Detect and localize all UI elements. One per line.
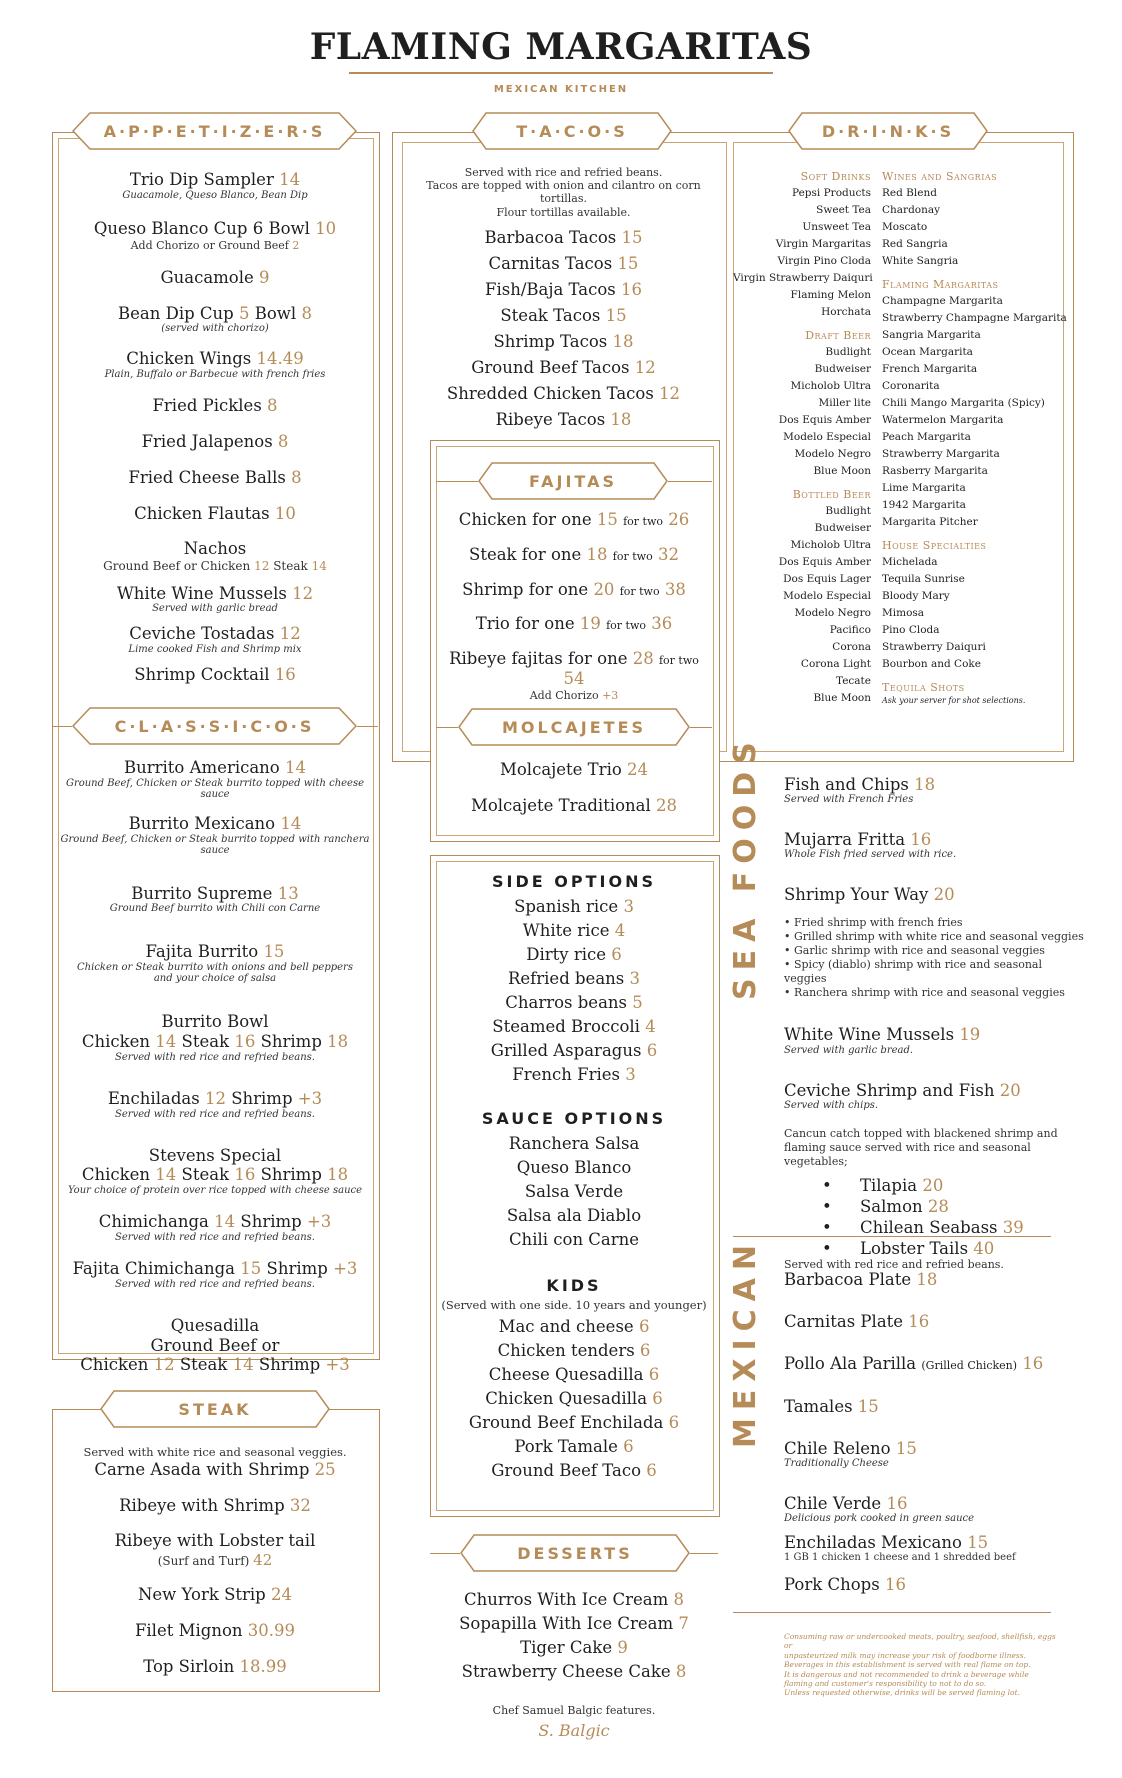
menu-item: Fish and Chips 18 Served with French Fries <box>784 775 936 806</box>
drink-item: Red Blend <box>882 187 937 199</box>
menu-item: Fish/Baja Tacos 16 <box>485 279 642 299</box>
menu-item: Steamed Broccoli 4 <box>492 1017 656 1036</box>
shrimp-ways-list <box>784 916 1084 1000</box>
clasicos-banner <box>72 707 357 745</box>
banner-line <box>52 726 72 727</box>
menu-item: Spanish rice 3 <box>514 897 634 916</box>
drink-item: Pacifico <box>829 624 871 636</box>
drink-item: Bourbon and Coke <box>882 658 981 670</box>
drinks-banner <box>788 112 988 150</box>
drink-item: Dos Equis Lager <box>783 573 871 585</box>
steak-title: STEAK <box>178 1399 252 1419</box>
drink-item: Moscato <box>882 221 928 233</box>
menu-item: Shrimp for one 20 for two 38 <box>462 579 686 599</box>
menu-item: Nachos Ground Beef or Chicken 12 Steak 14 <box>103 539 327 574</box>
menu-item: Burrito Americano 14 Ground Beef, Chicken or Steak burrito topped with cheese sauce <box>65 758 365 800</box>
menu-item: Ranchera Salsa <box>508 1134 640 1153</box>
menu-item: Fried Pickles 8 <box>152 396 278 416</box>
tacos-list <box>402 166 725 433</box>
mexican-list <box>784 1258 1084 1594</box>
menu-item: Chicken Quesadilla 6 <box>485 1388 663 1408</box>
drink-item: Unsweet Tea <box>802 221 871 233</box>
menu-item: Cheese Quesadilla 6 <box>488 1364 660 1384</box>
banner-line <box>668 481 712 482</box>
list-item: • Ranchera shrimp with rice and seasonal veggies <box>784 986 1065 1000</box>
drink-item: Ocean Margarita <box>882 346 973 358</box>
disclaimer-line: unpasteurized milk may increase your risk of foodborne illness. <box>784 1650 1026 1660</box>
banner-line <box>430 1553 460 1554</box>
drink-item: Tecate <box>836 675 871 687</box>
menu-item: White Wine Mussels 12 Served with garlic bread <box>116 583 314 615</box>
fajitas-list <box>436 510 712 702</box>
menu-item: Chicken Flautas 10 <box>134 503 296 523</box>
menu-item: Ceviche Shrimp and Fish 20 Served with chips. <box>784 1080 1021 1111</box>
drink-item: Virgin Pino Cloda <box>777 255 871 267</box>
menu-item: Queso Blanco <box>516 1158 632 1177</box>
menu-item: Pork Tamale 6 <box>514 1436 634 1456</box>
fajitas-title: FAJITAS <box>529 471 617 491</box>
menu-item: White rice 4 <box>522 921 626 940</box>
menu-item: Burrito Mexicano 14 Ground Beef, Chicken or Steak burrito topped with ranchera sauce <box>60 813 370 856</box>
menu-item: Chile Verde 16 Delicious pork cooked in green sauce <box>784 1493 975 1525</box>
bottled-beer-title: Bottled Beer <box>792 488 871 501</box>
drink-item: Dos Equis Amber <box>778 414 871 426</box>
menu-item: Steak Tacos 15 <box>500 305 627 325</box>
menu-item: Burrito Supreme 13 Ground Beef burrito with Chili con Carne <box>109 883 321 915</box>
wines-title: Wines and Sangrias <box>882 170 998 183</box>
menu-item: Churros With Ice Cream 8 <box>463 1590 685 1609</box>
menu-item: Barbacoa Tacos 15 <box>484 227 643 247</box>
drink-item: Strawberry Daiquri <box>882 641 986 653</box>
menu-item: Stevens Special Chicken 14 Steak 16 Shrimp 18 Your choice of protein over rice topped with cheese sauce <box>67 1145 363 1197</box>
seafood-vertical-title: SEA FOODS <box>728 734 763 1000</box>
banner-line <box>330 1409 358 1410</box>
clasicos-list <box>52 758 378 1375</box>
drink-item: Red Sangria <box>882 238 948 250</box>
tequila-shots-title: Tequila Shots <box>882 681 965 694</box>
cancun-note <box>784 1127 1084 1169</box>
menu-item: Chicken tenders 6 <box>497 1340 651 1360</box>
drink-item: Micholob Ultra <box>790 539 871 551</box>
seafood-list <box>784 776 1084 1259</box>
molcajetes-list <box>436 760 712 816</box>
desserts-banner <box>460 1534 690 1572</box>
drink-item: Sangria Margarita <box>882 329 981 341</box>
menu-item: Chicken Wings 14.49 Plain, Buffalo or Barbecue with french fries <box>104 349 326 381</box>
menu-item: Burrito Bowl Chicken 14 Steak 16 Shrimp 18 Served with red rice and refried beans. <box>81 1012 349 1063</box>
list-item: • Garlic shrimp with rice and seasonal veggies <box>784 944 1045 958</box>
soft-drinks-title: Soft Drinks <box>800 170 871 183</box>
drink-item: Modelo Especial <box>783 590 871 602</box>
title-underline <box>349 72 773 74</box>
appetizers-list <box>52 162 378 685</box>
menu-item: White Wine Mussels 19 Served with garlic bread. <box>784 1025 981 1056</box>
drink-item: Champagne Margarita <box>882 295 1003 307</box>
drink-item: Sweet Tea <box>816 204 871 216</box>
sauces-title: SAUCE OPTIONS <box>481 1109 667 1128</box>
menu-item: Ribeye Tacos 18 <box>495 409 632 429</box>
drink-item: Budweiser <box>814 363 871 375</box>
drink-item: Horchata <box>821 306 871 318</box>
menu-item: Mujarra Fritta 16 Whole Fish fried served with rice. <box>784 830 957 861</box>
menu-item: Ceviche Tostadas 12 Lime cooked Fish and Shrimp mix <box>128 624 302 656</box>
menu-item: Fried Jalapenos 8 <box>141 431 289 451</box>
menu-item: Bean Dip Cup 5 Bowl 8 (served with chorizo) <box>118 303 312 335</box>
drink-item: Micholob Ultra <box>790 380 871 392</box>
menu-item: Queso Blanco Cup 6 Bowl 10 Add Chorizo or Ground Beef 2 <box>93 218 337 252</box>
menu-item: Ribeye with Shrimp 32 <box>119 1495 311 1515</box>
chef-signature: S. Balgic <box>538 1721 610 1741</box>
drink-item: Pino Cloda <box>882 624 940 636</box>
disclaimer-line: Beverages in this establishment is served with real flame on top. <box>784 1660 1031 1670</box>
chef-note: Chef Samuel Balgic features. <box>492 1704 656 1717</box>
menu-item: Chile Releno 15 Traditionally Cheese <box>784 1438 917 1469</box>
menu-item: Refried beans 3 <box>507 969 641 988</box>
menu-item: Filet Mignon 30.99 <box>134 1620 296 1640</box>
menu-item: Carnitas Plate 16 <box>784 1312 930 1332</box>
menu-item: Molcajete Trio 24 <box>499 760 649 779</box>
disclaimer-line: Consuming raw or undercooked meats, poultry, seafood, shellfish, eggs or <box>784 1632 1056 1651</box>
drink-item: Blue Moon <box>813 465 871 477</box>
section-divider <box>733 1612 1051 1613</box>
drink-item: Budlight <box>825 505 871 517</box>
menu-item: Ground Beef Enchilada 6 <box>468 1412 680 1432</box>
menu-item: Shrimp Your Way 20 <box>784 885 955 905</box>
disclaimer-line: It is dangerous and not recommended to drink a beverage while <box>784 1669 1029 1679</box>
tequila-shots-note: Ask your server for shot selections. <box>882 696 1026 705</box>
menu-item: Chicken for one 15 for two 26 <box>458 510 690 529</box>
appetizers-banner <box>72 112 357 150</box>
drink-item: Margarita Pitcher <box>882 516 978 528</box>
menu-item: • Chilean Seabass 39 <box>822 1217 1024 1237</box>
kids-note: (Served with one side. 10 years and younger) <box>441 1298 707 1312</box>
menu-header <box>0 26 1122 95</box>
tacos-note: Served with rice and refried beans. <box>464 166 663 179</box>
drink-item: Pepsi Products <box>792 187 871 199</box>
drink-item: 1942 Margarita <box>882 499 966 511</box>
drink-item: Tequila Sunrise <box>882 573 965 585</box>
menu-item: Top Sirloin 18.99 <box>143 1656 287 1676</box>
tacos-note: Flour tortillas available. <box>496 205 631 219</box>
menu-item: Fajita Burrito 15 Chicken or Steak burrito with onions and bell peppers and your choice of salsa <box>77 942 353 985</box>
menu-item: Ribeye fajitas for one 28 for two 54 Add Chorizo +3 <box>449 649 699 702</box>
drink-item: Corona Light <box>800 658 871 670</box>
drink-item: Modelo Negro <box>794 448 871 460</box>
desserts-title: DESSERTS <box>517 1543 633 1563</box>
drink-item: Watermelon Margarita <box>882 414 1004 426</box>
drink-item: Mimosa <box>882 607 925 619</box>
menu-item: Enchiladas 12 Shrimp +3 Served with red rice and refried beans. <box>107 1088 323 1120</box>
menu-item: French Fries 3 <box>512 1065 636 1084</box>
tacos-note: Tacos are topped with onion and cilantro on corn tortillas. <box>426 179 701 206</box>
drink-item: Corona <box>832 641 871 653</box>
margaritas-title: Flaming Margaritas <box>882 278 999 291</box>
fajitas-banner <box>478 462 668 500</box>
list-item: • Spicy (diablo) shrimp with rice and seasonal veggies <box>784 958 1043 986</box>
tacos-banner <box>472 112 672 150</box>
cancun-line: Cancun catch topped with blackened shrimp and <box>784 1126 1058 1140</box>
menu-item: Tamales 15 <box>784 1396 879 1416</box>
drink-item: Virgin Strawberry Daiquri <box>733 272 873 284</box>
draft-beer-title: Draft Beer <box>805 329 871 342</box>
drink-item: Budlight <box>825 346 871 358</box>
drink-item: Flaming Melon <box>790 289 871 301</box>
menu-item: Fried Cheese Balls 8 <box>128 467 302 487</box>
menu-item: Ribeye with Lobster tail (Surf and Turf) 42 <box>114 1531 316 1570</box>
banner-line <box>72 1409 100 1410</box>
drinks-title: D·R·I·N·K·S <box>821 121 955 141</box>
drink-item: Modelo Especial <box>783 431 871 443</box>
menu-item: Pollo Ala Parilla (Grilled Chicken) 16 <box>784 1354 1044 1374</box>
menu-item: Steak for one 18 for two 32 <box>469 544 679 564</box>
drink-item: White Sangria <box>882 255 959 267</box>
drink-item: Chili Mango Margarita (Spicy) <box>882 397 1045 409</box>
disclaimer <box>784 1632 1064 1698</box>
kids-title: KIDS <box>546 1276 602 1295</box>
drink-item: French Margarita <box>882 363 978 375</box>
menu-item: Dirty rice 6 <box>526 945 622 964</box>
list-item: • Fried shrimp with french fries <box>784 916 963 930</box>
drink-item: Chardonay <box>882 204 941 216</box>
options-list <box>436 872 712 1483</box>
menu-item: Shrimp Tacos 18 <box>493 331 634 351</box>
tacos-title: T·A·C·O·S <box>516 121 628 141</box>
drink-item: Modelo Negro <box>794 607 871 619</box>
menu-item: Mac and cheese 6 <box>498 1316 650 1336</box>
menu-item: Charros beans 5 <box>505 993 643 1012</box>
drinks-right-column <box>882 168 1067 706</box>
mexican-vertical-title: MEXICAN <box>728 1237 763 1448</box>
drink-item: Miller lite <box>818 397 871 409</box>
catch-list <box>784 1175 1084 1259</box>
menu-item: Quesadilla Ground Beef or Chicken 12 Steak 14 Shrimp +3 <box>80 1315 350 1375</box>
clasicos-title: C·L·A·S·S·I·C·O·S <box>114 716 315 736</box>
desserts-list <box>430 1588 718 1740</box>
disclaimer-line: Unless requested otherwise, drinks will be served flaming lot. <box>784 1688 1020 1698</box>
menu-item: Shredded Chicken Tacos 12 <box>446 383 681 403</box>
steak-banner <box>100 1390 330 1428</box>
banner-line <box>690 1553 718 1554</box>
steak-note: Served with white rice and seasonal veggies. <box>83 1445 347 1459</box>
menu-item: Shrimp Cocktail 16 <box>134 665 296 685</box>
menu-item: • Salmon 28 <box>822 1196 949 1216</box>
drink-item: Virgin Margaritas <box>775 238 871 250</box>
menu-item: Tiger Cake 9 <box>520 1638 628 1657</box>
menu-item: Enchiladas Mexicano 15 1 GB 1 chicken 1 cheese and 1 shredded beef <box>784 1533 1016 1564</box>
drink-item: Strawberry Margarita <box>882 448 1000 460</box>
drink-item: Coronarita <box>882 380 940 392</box>
menu-item: • Lobster Tails 40 <box>822 1238 995 1258</box>
drink-item: Dos Equis Amber <box>778 556 871 568</box>
menu-item: Fajita Chimichanga 15 Shrimp +3 Served with red rice and refried beans. <box>72 1258 358 1290</box>
drink-item: Bloody Mary <box>882 590 950 602</box>
appetizers-title: A·P·P·E·T·I·Z·E·R·S <box>103 121 326 141</box>
house-specialties-title: House Specialties <box>882 539 987 552</box>
mexican-note: Served with red rice and refried beans. <box>784 1258 1004 1271</box>
drink-item: Michelada <box>882 556 938 568</box>
sides-title: SIDE OPTIONS <box>492 872 656 891</box>
list-item: • Grilled shrimp with white rice and seasonal veggies <box>784 930 1084 944</box>
menu-item: Carne Asada with Shrimp 25 <box>94 1459 336 1479</box>
drink-item: Rasberry Margarita <box>882 465 988 477</box>
menu-item: • Tilapia 20 <box>822 1175 944 1195</box>
menu-item: Grilled Asparagus 6 <box>490 1041 658 1060</box>
menu-item: Ground Beef Tacos 12 <box>471 357 656 377</box>
menu-item: Ground Beef Taco 6 <box>491 1460 657 1480</box>
banner-line <box>690 727 712 728</box>
drink-item: Strawberry Champagne Margarita <box>882 312 1067 324</box>
drink-item: Peach Margarita <box>882 431 971 443</box>
restaurant-subtitle: MEXICAN KITCHEN <box>493 83 629 95</box>
steak-list <box>52 1446 378 1677</box>
banner-line <box>436 727 458 728</box>
drink-item: Blue Moon <box>813 692 871 704</box>
menu-item: Salsa Verde <box>524 1182 624 1201</box>
menu-item: Sopapilla With Ice Cream 7 <box>459 1614 689 1633</box>
menu-item: Strawberry Cheese Cake 8 <box>461 1662 687 1681</box>
menu-item: Barbacoa Plate 18 <box>784 1270 938 1290</box>
drink-item: Budweiser <box>814 522 871 534</box>
menu-item: Trio Dip Sampler 14 Guacamole, Queso Blanco, Bean Dip <box>122 170 308 201</box>
drinks-left-column <box>733 168 871 707</box>
disclaimer-line: flaming and customer's responsibility to not to do so. <box>784 1678 987 1688</box>
banner-line <box>436 481 478 482</box>
molcajetes-banner <box>458 708 690 746</box>
banner-line <box>357 726 378 727</box>
menu-item: Chimichanga 14 Shrimp +3 Served with red rice and refried beans. <box>98 1212 332 1243</box>
menu-item: Pork Chops 16 <box>784 1575 906 1595</box>
molcajetes-title: MOLCAJETES <box>501 717 647 737</box>
menu-item: New York Strip 24 <box>137 1585 292 1605</box>
menu-item: Chili con Carne <box>508 1230 640 1249</box>
drink-item: Lime Margarita <box>882 482 966 494</box>
cancun-line: flaming sauce served with rice and seasonal vegetables; <box>784 1140 1031 1168</box>
menu-item: Guacamole 9 <box>160 267 270 287</box>
menu-item: Trio for one 19 for two 36 <box>475 614 673 634</box>
menu-item: Salsa ala Diablo <box>506 1206 642 1225</box>
menu-item: Carnitas Tacos 15 <box>488 253 639 273</box>
restaurant-title: FLAMING MARGARITAS <box>309 26 813 68</box>
menu-item: Molcajete Traditional 28 <box>470 795 678 815</box>
